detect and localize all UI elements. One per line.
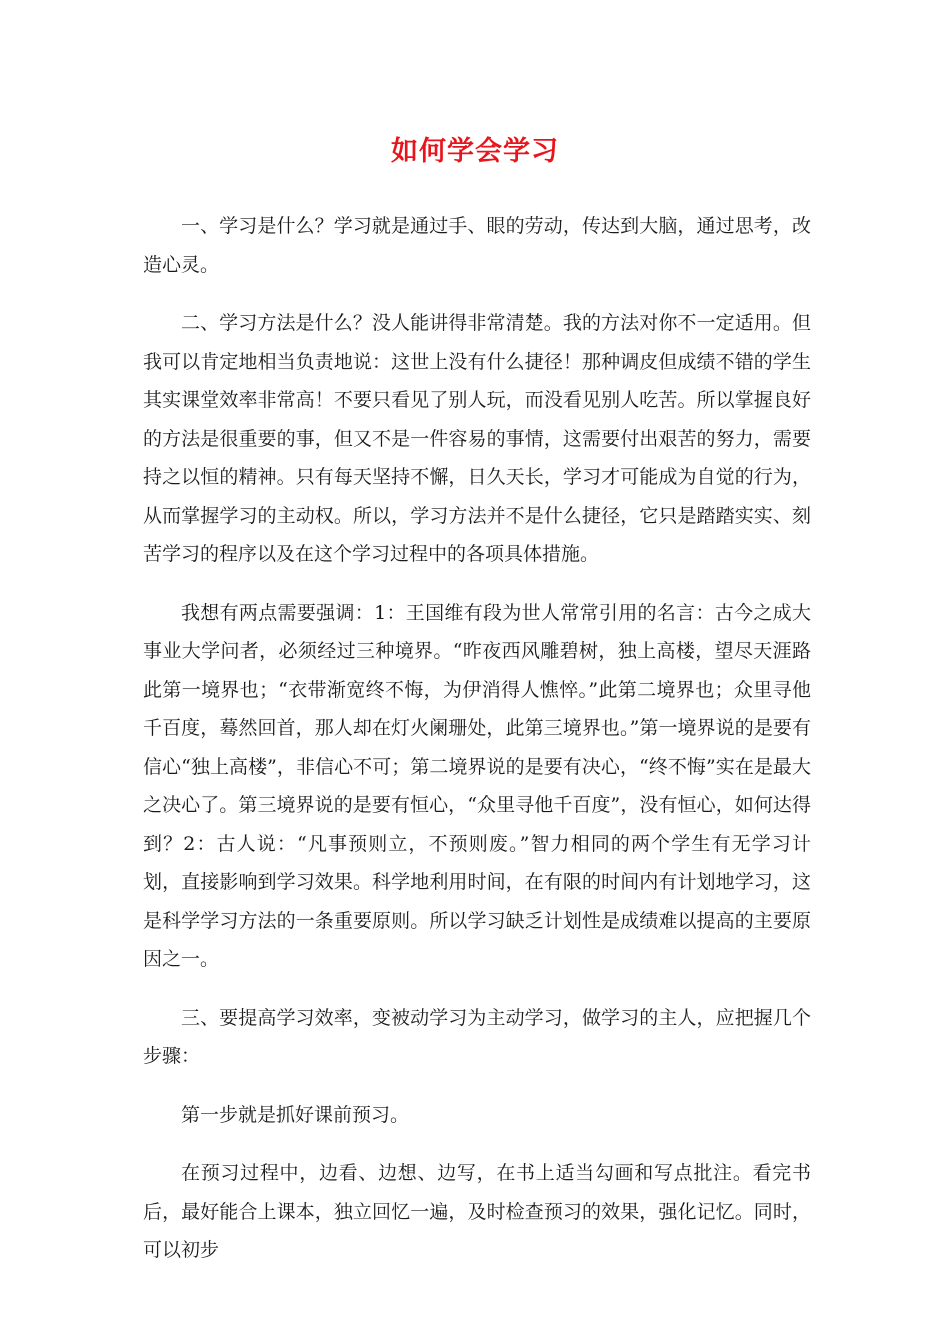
paragraph-6: 在预习过程中，边看、边想、边写，在书上适当勾画和写点批注。看完书后，最好能合上课本，独立回忆一遍，及时检查预习的效果，强化记忆。同时，可以初步	[143, 1162, 811, 1261]
document-body	[143, 207, 811, 1290]
paragraph-2: 二、学习方法是什么？没人能讲得非常清楚。我的方法对你不一定适用。但我可以肯定地相当负责地说：这世上没有什么捷径！那种调皮但成绩不错的学生其实课堂效率非常高！不要只看见了别人玩，而没看见别人吃苦。所以掌握良好的方法是很重要的事，但又不是一件容易的事情，这需要付出艰苦的努力，需要持之以恒的精神。只有每天坚持不懈，日久天长，学习才可能成为自觉的行为，从而掌握学习的主动权。所以，学习方法并不是什么捷径，它只是踏踏实实、刻苦学习的程序以及在这个学习过程中的各项具体措施。	[143, 312, 811, 565]
paragraph-5: 第一步就是抓好课前预习。	[181, 1103, 410, 1126]
paragraph-4: 三、要提高学习效率，变被动学习为主动学习，做学习的主人，应把握几个步骤：	[143, 1006, 811, 1067]
paragraph-3: 我想有两点需要强调：1：王国维有段为世人常常引用的名言：古今之成大事业大学问者，必须经过三种境界。“昨夜西风雕碧树，独上高楼，望尽天涯路此第一境界也；“衣带渐宽终不悔，为伊消得人憔悴。”此第二境界也；众里寻他千百度，蓦然回首，那人却在灯火阑珊处，此第三境界也。”第一境界说的是要有信心“独上高楼”，非信心不可；第二境界说的是要有决心，“终不悔”实在是最大之决心了。第三境界说的是要有恒心，“众里寻他千百度”，没有恒心，如何达得到？2：古人说：“凡事预则立，不预则废。”智力相同的两个学生有无学习计划，直接影响到学习效果。科学地利用时间，在有限的时间内有计划地学习，这是科学学习方法的一条重要原则。所以学习缺乏计划性是成绩难以提高的主要原因之一。	[143, 601, 811, 970]
document-title: 如何学会学习	[391, 136, 559, 167]
paragraph-1: 一、学习是什么？学习就是通过手、眼的劳动，传达到大脑，通过思考，改造心灵。	[143, 215, 811, 276]
